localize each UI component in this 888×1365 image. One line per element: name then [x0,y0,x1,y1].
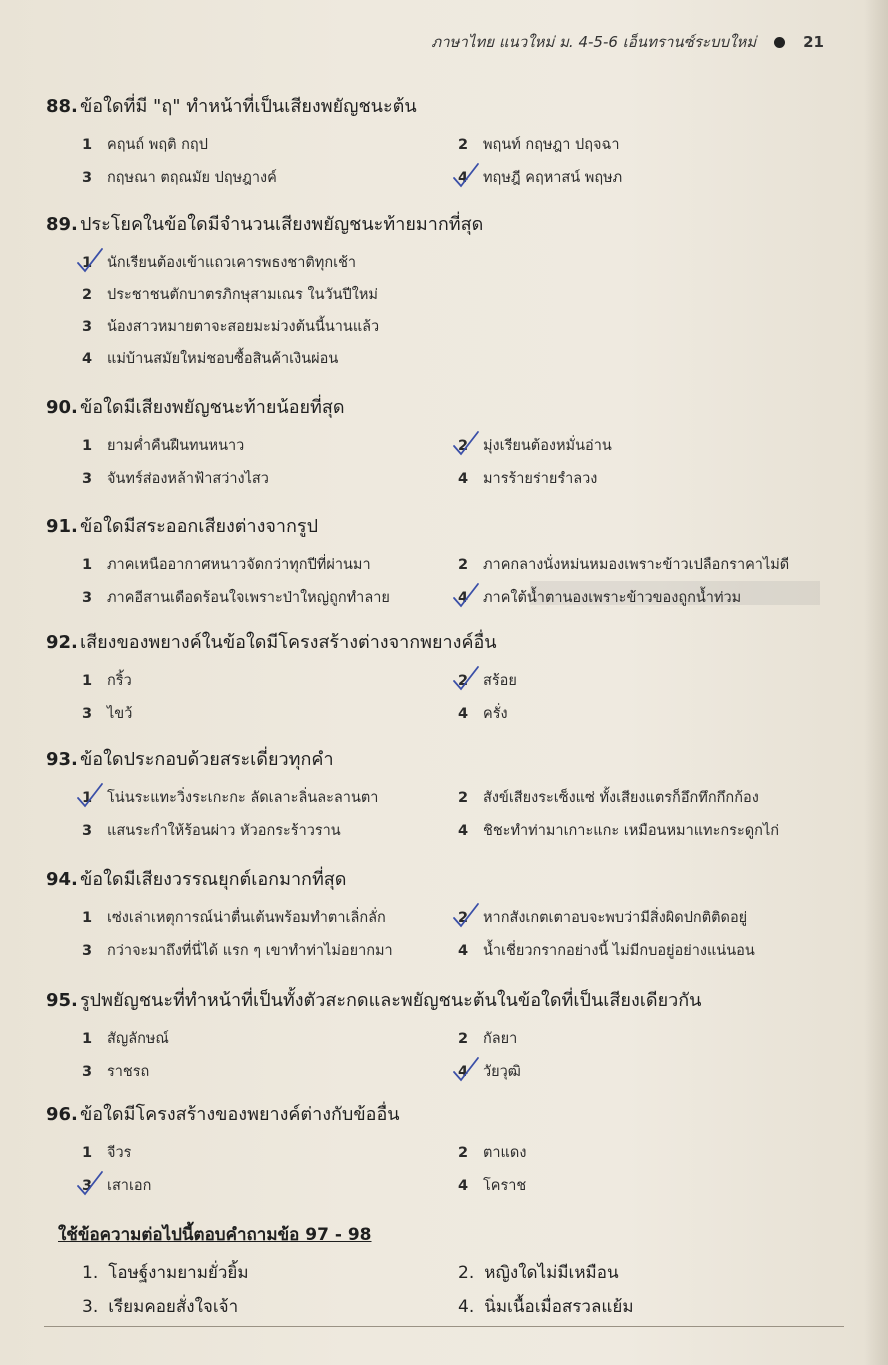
option-number-label: 2 [82,287,93,303]
answer-option[interactable] [458,1060,521,1083]
question-block [46,511,826,606]
option-number-label: 3 [82,1178,93,1194]
answer-option[interactable] [82,586,390,609]
answer-option[interactable] [82,166,277,189]
question-title [46,1099,826,1129]
option-number [458,1064,483,1080]
option-text: มุ่งเรียนต้องหมั่นอ่าน [483,438,612,454]
option-number-label: 2 [458,790,469,806]
option-number-label: 3 [82,943,93,959]
option-number-label: 1 [82,137,93,153]
verse-text: เรียมคอยสั่งใจเจ้า [108,1297,239,1317]
question-block [46,744,826,839]
option-number-label: 4 [458,170,469,186]
answer-option[interactable] [82,133,208,156]
question-title [46,864,826,894]
question-block [46,985,826,1080]
question-text: ประโยคในข้อใดมีจำนวนเสียงพยัญชนะท้ายมากที่สุด [80,214,484,235]
option-text: กฤษณา ตฤณมัย ปฤษฎางค์ [107,170,277,186]
question-text: ข้อใดที่มี "ฤ" ทำหน้าที่เป็นเสียงพยัญชนะต้น [80,96,417,117]
option-text: แม่บ้านสมัยใหม่ชอบซื้อสินค้าเงินผ่อน [107,351,339,367]
option-number-label: 2 [458,1031,469,1047]
option-text: เสาเอก [107,1178,152,1194]
option-number-label: 2 [458,438,469,454]
answer-option[interactable] [82,1174,151,1197]
option-text: กว่าจะมาถึงที่นี่ได้ แรก ๆ เขาทำท่าไม่อยากมา [107,943,393,959]
option-number-label: 1 [82,1145,93,1161]
option-text: น้ำเชี่ยวกรากอย่างนี้ ไม่มีกบอยู่อย่างแน่นอน [483,943,755,959]
verse-line [82,1293,238,1320]
option-number [458,1145,483,1161]
verse-line [458,1259,619,1286]
option-number-label: 3 [82,319,93,335]
answer-option[interactable] [82,283,378,306]
question-block [46,1099,826,1194]
option-number-label: 4 [458,590,469,606]
question-block [46,209,826,367]
option-number [82,823,107,839]
option-number [82,910,107,926]
question-title [46,627,826,657]
option-number [82,790,107,806]
answer-option[interactable] [82,1027,169,1050]
question-number: 92. [46,632,78,653]
option-text: คฤนถ์ พฤติ กฤป [107,137,208,153]
option-number-label: 2 [458,673,469,689]
option-number-label: 3 [82,1064,93,1080]
answer-option[interactable] [458,669,517,692]
question-text: รูปพยัญชนะที่ทำหน้าที่เป็นทั้งตัวสะกดและพยัญชนะต้นในข้อใดที่เป็นเสียงเดียวกัน [80,990,702,1011]
question-number: 93. [46,749,78,770]
instruction-heading: ใช้ข้อความต่อไปนี้ตอบคำถามข้อ 97 - 98 [58,1225,372,1245]
option-text: ภาคกลางนั่งหม่นหมองเพราะข้าวเปลือกราคาไม่ดี [483,557,790,573]
header-subject: ภาษาไทย แนวใหม่ ม. 4-5-6 เอ็นทรานซ์ระบบใหม่ [431,33,757,51]
option-text: เซ่งเล่าเหตุการณ์น่าตื่นเต้นพร้อมทำตาเลิ่กลั่ก [107,910,386,926]
option-number-label: 1 [82,255,93,271]
answer-option[interactable] [458,819,779,842]
question-title [46,744,826,774]
option-number [82,319,107,335]
option-text: ตาแดง [483,1145,527,1161]
answer-option[interactable] [458,166,622,189]
bottom-divider [44,1326,844,1327]
option-number [458,137,483,153]
option-number [82,137,107,153]
option-text: ประชาชนตักบาตรภิกษุสามเณร ในวันปีใหม่ [107,287,378,303]
option-number [82,170,107,186]
answer-option[interactable] [82,1141,131,1164]
answer-option[interactable] [82,467,269,490]
option-number-label: 1 [82,673,93,689]
verse-text: นิ่มเนื้อเมื่อสรวลแย้ม [484,1297,634,1317]
option-number-label: 2 [458,1145,469,1161]
answer-option[interactable] [82,702,132,725]
question-number: 95. [46,990,78,1011]
option-number [458,790,483,806]
answer-option[interactable] [458,434,612,457]
option-number [82,351,107,367]
option-number [82,673,107,689]
question-number: 96. [46,1104,78,1125]
option-text: กัลยา [483,1031,518,1047]
question-title [46,209,826,239]
option-number [458,1178,483,1194]
answer-option[interactable] [82,906,386,929]
option-number-label: 2 [458,557,469,573]
verse-number: 2. [458,1263,475,1283]
question-text: ข้อใดมีเสียงพยัญชนะท้ายน้อยที่สุด [80,397,345,418]
option-text: ชิชะทำท่ามาเกาะแกะ เหมือนหมาแทะกระดูกไก่ [483,823,780,839]
bullet-dot-icon [774,37,785,48]
option-number-label: 3 [82,471,93,487]
option-text: ภาคอีสานเดือดร้อนใจเพราะป่าใหญ่ถูกทำลาย [107,590,390,606]
answer-option[interactable] [82,786,378,809]
question-number: 88. [46,96,78,117]
option-text: ยามค่ำคืนฝืนทนหนาว [107,438,245,454]
question-title [46,985,826,1015]
question-block [46,864,826,959]
question-number: 89. [46,214,78,235]
option-text: น้องสาวหมายตาจะสอยมะม่วงต้นนี้นานแล้ว [107,319,380,335]
question-number: 91. [46,516,78,537]
option-number-label: 3 [82,823,93,839]
option-number [458,590,483,606]
page-edge-shadow [864,0,888,1365]
answer-option[interactable] [82,669,132,692]
option-text: ภาคใต้น้ำตานองเพราะข้าวของถูกน้ำท่วม [483,590,742,606]
option-text: แสนระกำให้ร้อนผ่าว หัวอกระร้าวราน [107,823,341,839]
page-header [431,30,824,54]
answer-option[interactable] [458,133,620,156]
question-text: ข้อใดมีโครงสร้างของพยางค์ต่างกับข้ออื่น [80,1104,400,1125]
option-text: โคราช [483,1178,527,1194]
answer-option[interactable] [458,1027,517,1050]
option-number-label: 1 [82,438,93,454]
option-number-label: 4 [458,706,469,722]
option-text: ภาคเหนืออากาศหนาวจัดกว่าทุกปีที่ผ่านมา [107,557,371,573]
option-text: มารร้ายร่ายรำลวง [483,471,598,487]
verse-line [82,1259,249,1286]
answer-option[interactable] [82,1060,149,1083]
verse-text: หญิงใดไม่มีเหมือน [484,1263,619,1283]
option-number [82,438,107,454]
option-number [458,673,483,689]
option-number [82,1178,107,1194]
option-number-label: 4 [458,1178,469,1194]
answer-option[interactable] [458,702,508,725]
verse-line [458,1293,634,1320]
question-block [46,627,826,722]
question-text: ข้อใดมีสระออกเสียงต่างจากรูป [80,516,319,537]
option-number [458,471,483,487]
option-number-label: 3 [82,706,93,722]
option-number-label: 1 [82,557,93,573]
answer-option[interactable] [82,315,379,338]
option-text: สร้อย [483,673,517,689]
option-text: จันทร์ส่องหล้าฟ้าสว่างไสว [107,471,269,487]
question-text: ข้อใดประกอบด้วยสระเดี่ยวทุกคำ [80,749,334,770]
option-text: ไขว้ [107,706,133,722]
option-text: วัยวุฒิ [483,1064,521,1080]
option-number [82,706,107,722]
option-text: ราชรถ [107,1064,150,1080]
option-number [82,590,107,606]
option-text: หากสังเกตเตาอบจะพบว่ามีสิ่งผิดปกติติดอยู่ [483,910,748,926]
option-number [458,910,483,926]
option-number [458,557,483,573]
verse-number: 1. [82,1263,99,1283]
question-block [46,392,826,487]
option-text: ครั่ง [483,706,508,722]
answer-option[interactable] [458,586,741,609]
option-text: กริ้ว [107,673,132,689]
option-number-label: 4 [458,471,469,487]
answer-option[interactable] [82,819,341,842]
question-number: 90. [46,397,78,418]
page-number: 21 [803,33,824,51]
option-text: นักเรียนต้องเข้าแถวเคารพธงชาติทุกเช้า [107,255,357,271]
question-title [46,511,826,541]
question-title [46,91,826,121]
question-block [46,91,826,186]
option-number [82,1145,107,1161]
answer-option[interactable] [82,347,338,370]
option-number [82,557,107,573]
option-text: พฤนท์ กฤษฎา ปฤจฉา [483,137,620,153]
answer-option[interactable] [82,434,244,457]
option-number-label: 3 [82,590,93,606]
option-number [458,170,483,186]
option-number-label: 1 [82,1031,93,1047]
option-number [82,255,107,271]
option-number [82,471,107,487]
option-number-label: 1 [82,790,93,806]
option-number [458,438,483,454]
question-number: 94. [46,869,78,890]
answer-option[interactable] [458,553,789,576]
option-number [82,943,107,959]
option-text: จีวร [107,1145,132,1161]
question-title [46,392,826,422]
option-number-label: 2 [458,137,469,153]
option-number-label: 3 [82,170,93,186]
option-number [82,1064,107,1080]
answer-option[interactable] [458,467,597,490]
answer-option[interactable] [458,1174,526,1197]
question-text: ข้อใดมีเสียงวรรณยุกต์เอกมากที่สุด [80,869,347,890]
verse-number: 3. [82,1297,99,1317]
option-number [458,823,483,839]
option-number [458,943,483,959]
option-number-label: 4 [458,1064,469,1080]
answer-option[interactable] [82,251,356,274]
question-text: เสียงของพยางค์ในข้อใดมีโครงสร้างต่างจากพยางค์อื่น [80,632,497,653]
option-text: ทฤษฎี คฤหาสน์ พฤษภ [483,170,623,186]
option-number [458,1031,483,1047]
answer-option[interactable] [458,906,747,929]
option-text: โน่นระแทะวิ่งระเกะกะ ลัดเลาะลิ่นละลานตา [107,790,379,806]
option-number [82,1031,107,1047]
verse-text: โอษฐ์งามยามยั่วยิ้ม [108,1263,249,1283]
answer-option[interactable] [82,553,371,576]
answer-option[interactable] [458,939,755,962]
option-number-label: 4 [458,823,469,839]
option-text: สังข์เสียงระเซ็งแซ่ ทั้งเสียงแตรก็อึกทึกกึกก้อง [483,790,759,806]
option-number-label: 2 [458,910,469,926]
option-number-label: 4 [458,943,469,959]
answer-option[interactable] [458,1141,526,1164]
option-number [458,706,483,722]
verse-number: 4. [458,1297,475,1317]
option-number-label: 1 [82,910,93,926]
option-number [82,287,107,303]
option-text: สัญลักษณ์ [107,1031,169,1047]
answer-option[interactable] [458,786,759,809]
answer-option[interactable] [82,939,393,962]
option-number-label: 4 [82,351,93,367]
